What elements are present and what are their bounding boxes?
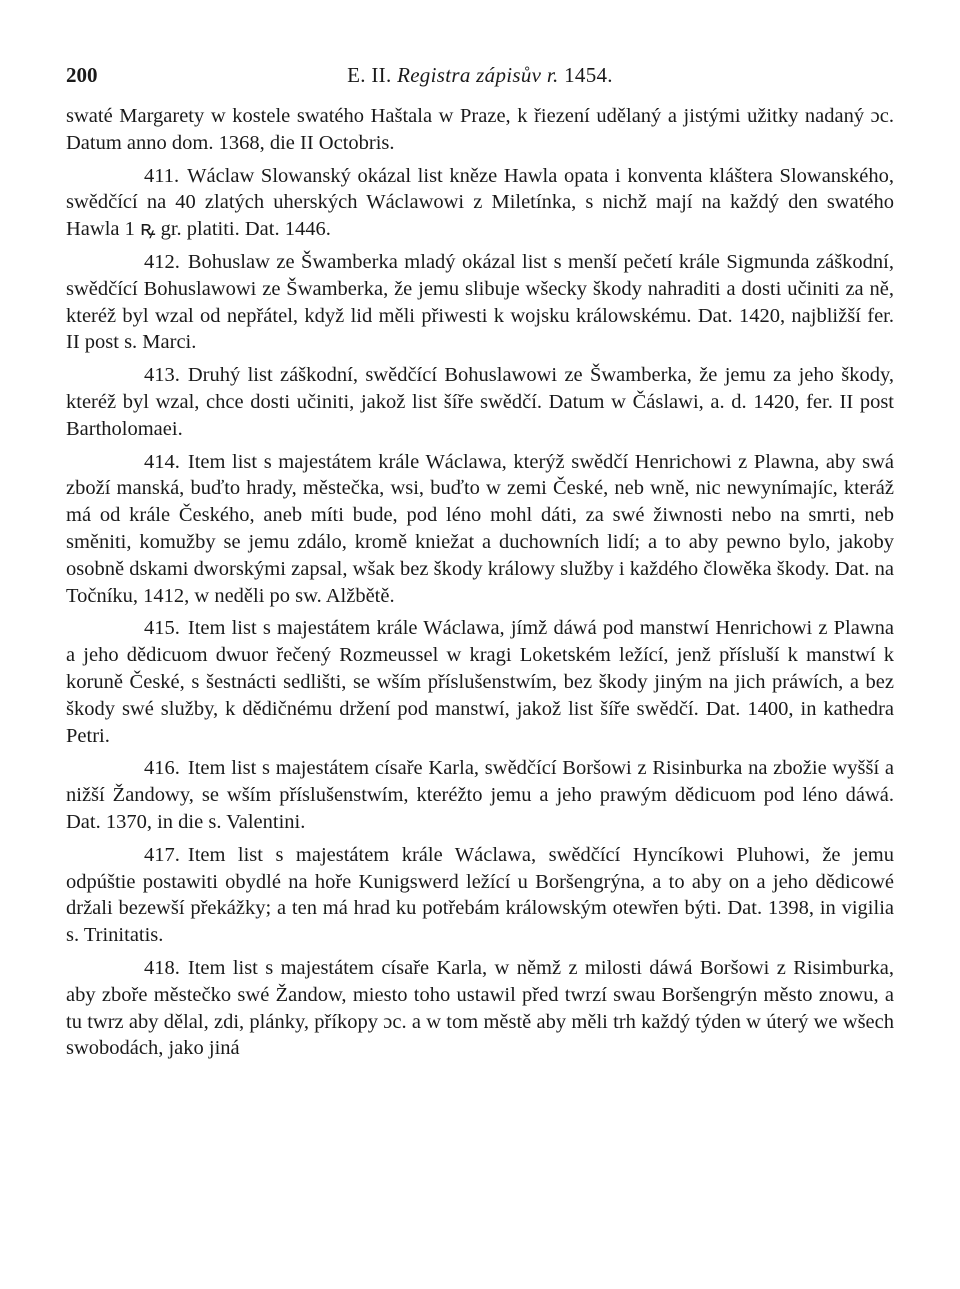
entry-text: swaté Margarety w kostele swatého Haštala w Praze, k řiezení udělaný a jistými užitky nadaný ɔc. Datum anno dom. 1368, die II Octobris. xyxy=(66,105,894,154)
document-body xyxy=(66,103,894,1068)
page-number: 200 xyxy=(66,63,98,87)
series-label: E. II. xyxy=(347,63,392,87)
entry-number: 418. xyxy=(144,956,180,979)
entry-text: Item list s majestátem krále Wáclawa, jímž dáwá pod manstwí Henrichowi z Plawna a jeho dědicuom dwuor řečený Rozmeussel w kragi Loketském ležící, jenž přísluší k manstwí k koruně České, s šestnácti sedlišti, se wším příslušenstwím, bez škody jiným na jich práwích, a bez škody swé služby, k dědičnému držení pod manstwí, jakož list šíře swědčí. Dat. 1400, in kathedra Petri. xyxy=(66,617,894,747)
entry-text: Item list s majestátem císaře Karla, swědčící Boršowi z Risinburka na zbožie wyšší a nižší Žandowy, se wším příslušenstwím, kteréžto jemu a jeho prawým dědicuom pod léno dáwá. Dat. 1370, in die s. Valentini. xyxy=(66,757,894,833)
entry-number: 417. xyxy=(144,843,180,866)
register-title: Registra zápisův xyxy=(397,63,542,87)
entry-413 xyxy=(66,362,894,442)
entry-text: Bohuslaw ze Šwamberka mladý okázal list s menší pečetí krále Sigmunda záškodní, swědčící Bohuslawowi ze Šwamberka, že jemu slibuje wšecky škody nahraditi a dosti učiniti za ně, kteréž byl wzal od nepřátel, když lid měli přiwesti k wojsku králowskému. Dat. 1420, najbližší fer. II post s. Marci. xyxy=(66,250,894,354)
entry-415 xyxy=(66,615,894,749)
entry-number: 415. xyxy=(144,617,180,640)
entry-text: Wáclaw Slowanský okázal list kněze Hawla opata i konventa kláštera Slowanského, swědčící na 40 zlatých uherských Wáclawowi z Miletínka, s nichž mají na každý den swatého Hawla 1 ꝶ gr. platiti. Dat. 1446. xyxy=(66,164,894,241)
entry-414 xyxy=(66,449,894,610)
entry-text: Item list s majestátem císaře Karla, w němž z milosti dáwá Boršowi z Risimburka, aby zboře městečko swé Žandow, miesto toho ustawil před twrzí swau Boršengrýn město znowu, a tu twrz aby dělal, zdi, plánky, příkopy ɔc. a w tom městě aby měli trh každý týden w úterý we wšech swobodách, jako jiná xyxy=(66,956,894,1060)
entry-412 xyxy=(66,249,894,356)
entry-416 xyxy=(66,755,894,835)
entry-418 xyxy=(66,955,894,1062)
entry-number: 412. xyxy=(144,250,180,273)
entry-number: 411. xyxy=(144,164,180,187)
entry-417 xyxy=(66,842,894,949)
entry-continuation xyxy=(66,103,894,157)
entry-number: 416. xyxy=(144,757,180,780)
year-prefix: r. xyxy=(546,63,559,87)
entry-text: Druhý list záškodní, swědčící Bohuslawowi ze Šwamberka, že jemu za jeho škody, kteréž byl wzal, chce dosti učiniti, jakož list šíře swědčí. Datum w Čáslawi, a. d. 1420, fer. II post Bartholomaei. xyxy=(66,364,894,440)
entry-text: Item list s majestátem krále Wáclawa, kterýž swědčí Henrichowi z Plawna, aby swá zboží manská, buďto hrady, městečka, wsi, buďto w zemi České, neb wně, nic newynímajíc, kteráž má od krále Českého, aneb míti bude, pod léno mohl dáti, za swé žiwnosti nebo na smrti, neb směniti, komužby se jemu zdálo, kromě kniežat a duchowních lidí; a to aby pewno bylo, jakoby osobně dskami dworskými zapsal, wšak bez škody králowy služby i každého člowěka škody. Dat. na Točníku, 1412, w neděli po sw. Alžbětě. xyxy=(66,450,894,607)
entry-411 xyxy=(66,163,894,243)
register-year: 1454. xyxy=(564,63,613,87)
entry-number: 414. xyxy=(144,450,180,473)
running-title xyxy=(66,60,894,90)
running-head xyxy=(66,60,894,90)
entry-number: 413. xyxy=(144,364,180,387)
entry-text: Item list s majestátem krále Wáclawa, swědčící Hyncíkowi Pluhowi, že jemu odpúštie postawiti obydlé na hoře Kunigswerd ležící u Boršengrýna, a to aby on a jeho dědicowé držali bezewší překážky; a ten má hrad ku potřebám králowským otewřen býti. Dat. 1398, in vigilia s. Trinitatis. xyxy=(66,843,894,947)
